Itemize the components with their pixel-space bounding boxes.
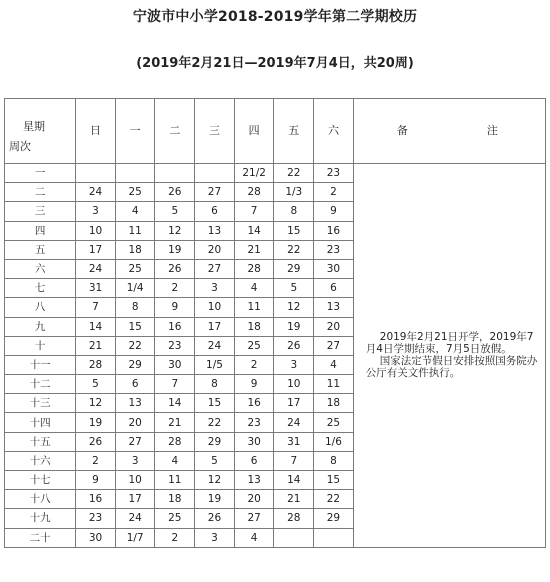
header-weekday-label: 星期 xyxy=(23,120,45,133)
school-calendar-table xyxy=(4,98,546,548)
date-cell: 5 xyxy=(155,202,195,221)
week-number-cell: 十八 xyxy=(5,490,76,509)
date-cell: 23 xyxy=(76,509,116,528)
header-remark: 备 注 xyxy=(353,99,545,164)
week-number-cell: 十 xyxy=(5,336,76,355)
date-cell: 14 xyxy=(234,221,274,240)
date-cell: 26 xyxy=(274,336,314,355)
date-cell: 3 xyxy=(195,279,235,298)
date-cell: 15 xyxy=(195,394,235,413)
date-cell: 9 xyxy=(155,298,195,317)
date-cell: 2 xyxy=(155,279,195,298)
table-header-row xyxy=(5,99,546,164)
date-cell: 6 xyxy=(234,451,274,470)
date-cell: 29 xyxy=(274,259,314,278)
date-cell: 20 xyxy=(115,413,155,432)
date-cell xyxy=(115,164,155,183)
date-cell: 19 xyxy=(274,317,314,336)
date-cell: 30 xyxy=(314,259,354,278)
header-day-fri: 五 xyxy=(274,99,314,164)
header-week-label: 周次 xyxy=(9,140,31,153)
date-cell: 3 xyxy=(115,451,155,470)
week-number-cell: 十五 xyxy=(5,432,76,451)
date-cell: 5 xyxy=(195,451,235,470)
week-number-cell: 三 xyxy=(5,202,76,221)
date-cell: 8 xyxy=(195,375,235,394)
date-cell: 28 xyxy=(76,355,116,374)
date-cell: 28 xyxy=(234,259,274,278)
week-number-cell: 十六 xyxy=(5,451,76,470)
date-cell: 5 xyxy=(76,375,116,394)
date-cell: 23 xyxy=(155,336,195,355)
date-cell: 27 xyxy=(115,432,155,451)
header-day-wed: 三 xyxy=(195,99,235,164)
date-cell: 19 xyxy=(155,240,195,259)
date-cell: 22 xyxy=(115,336,155,355)
date-cell: 2 xyxy=(155,528,195,547)
date-cell: 7 xyxy=(76,298,116,317)
week-number-cell: 十九 xyxy=(5,509,76,528)
date-cell: 8 xyxy=(115,298,155,317)
date-cell: 4 xyxy=(155,451,195,470)
date-cell: 27 xyxy=(195,259,235,278)
date-cell: 8 xyxy=(314,451,354,470)
date-cell: 24 xyxy=(195,336,235,355)
date-cell xyxy=(314,528,354,547)
date-cell: 20 xyxy=(195,240,235,259)
date-cell: 12 xyxy=(155,221,195,240)
date-cell: 10 xyxy=(274,375,314,394)
date-cell: 26 xyxy=(155,259,195,278)
date-cell: 22 xyxy=(314,490,354,509)
week-number-cell: 十二 xyxy=(5,375,76,394)
date-cell: 15 xyxy=(274,221,314,240)
date-cell: 21 xyxy=(76,336,116,355)
header-day-sun: 日 xyxy=(76,99,116,164)
date-cell: 10 xyxy=(76,221,116,240)
header-corner-cell xyxy=(5,99,76,164)
week-number-cell: 九 xyxy=(5,317,76,336)
date-cell: 24 xyxy=(76,183,116,202)
date-cell: 6 xyxy=(314,279,354,298)
date-cell: 13 xyxy=(314,298,354,317)
date-cell: 30 xyxy=(155,355,195,374)
date-cell: 1/4 xyxy=(115,279,155,298)
week-number-cell: 十四 xyxy=(5,413,76,432)
date-cell: 26 xyxy=(155,183,195,202)
week-number-cell: 五 xyxy=(5,240,76,259)
date-cell: 7 xyxy=(234,202,274,221)
date-cell xyxy=(76,164,116,183)
date-cell: 25 xyxy=(234,336,274,355)
date-cell: 10 xyxy=(115,471,155,490)
date-cell: 17 xyxy=(76,240,116,259)
date-cell: 3 xyxy=(195,528,235,547)
date-cell: 29 xyxy=(115,355,155,374)
date-cell xyxy=(155,164,195,183)
date-cell: 11 xyxy=(115,221,155,240)
date-cell: 2 xyxy=(76,451,116,470)
date-cell: 9 xyxy=(76,471,116,490)
date-cell: 9 xyxy=(314,202,354,221)
date-cell: 30 xyxy=(76,528,116,547)
date-cell: 25 xyxy=(115,183,155,202)
date-cell: 3 xyxy=(76,202,116,221)
date-cell: 5 xyxy=(274,279,314,298)
date-cell: 19 xyxy=(76,413,116,432)
date-cell: 7 xyxy=(155,375,195,394)
date-cell: 25 xyxy=(115,259,155,278)
date-cell: 23 xyxy=(314,240,354,259)
date-cell: 16 xyxy=(314,221,354,240)
date-cell: 28 xyxy=(274,509,314,528)
week-number-cell: 十三 xyxy=(5,394,76,413)
date-cell: 22 xyxy=(195,413,235,432)
week-number-cell: 一 xyxy=(5,164,76,183)
date-cell: 17 xyxy=(115,490,155,509)
header-day-mon: 一 xyxy=(115,99,155,164)
date-cell: 18 xyxy=(115,240,155,259)
date-cell: 30 xyxy=(234,432,274,451)
date-cell: 31 xyxy=(76,279,116,298)
date-cell: 4 xyxy=(234,528,274,547)
date-cell: 21 xyxy=(274,490,314,509)
date-cell: 16 xyxy=(76,490,116,509)
date-cell: 2 xyxy=(314,183,354,202)
date-cell: 1/7 xyxy=(115,528,155,547)
date-cell: 11 xyxy=(234,298,274,317)
date-cell: 12 xyxy=(76,394,116,413)
week-number-cell: 四 xyxy=(5,221,76,240)
date-cell: 12 xyxy=(195,471,235,490)
date-cell: 18 xyxy=(155,490,195,509)
date-cell: 17 xyxy=(274,394,314,413)
date-cell: 12 xyxy=(274,298,314,317)
date-cell: 1/5 xyxy=(195,355,235,374)
date-cell: 17 xyxy=(195,317,235,336)
date-cell: 16 xyxy=(234,394,274,413)
date-cell: 26 xyxy=(76,432,116,451)
date-cell: 7 xyxy=(274,451,314,470)
date-cell: 1/6 xyxy=(314,432,354,451)
date-cell: 24 xyxy=(274,413,314,432)
date-cell: 13 xyxy=(115,394,155,413)
date-cell: 29 xyxy=(195,432,235,451)
date-cell: 8 xyxy=(274,202,314,221)
date-cell: 21 xyxy=(234,240,274,259)
date-cell: 23 xyxy=(234,413,274,432)
date-cell: 11 xyxy=(314,375,354,394)
date-cell: 31 xyxy=(274,432,314,451)
page-subtitle: (2019年2月21日—2019年7月4日，共20周) xyxy=(136,56,414,71)
date-cell: 15 xyxy=(314,471,354,490)
date-cell: 4 xyxy=(234,279,274,298)
remark-paragraph: 2019年2月21日开学，2019年7月4日学期结束，7月5日放假。 xyxy=(365,331,534,356)
date-cell: 20 xyxy=(314,317,354,336)
date-cell: 16 xyxy=(155,317,195,336)
date-cell xyxy=(195,164,235,183)
header-day-thu: 四 xyxy=(234,99,274,164)
date-cell: 22 xyxy=(274,164,314,183)
week-number-cell: 二 xyxy=(5,183,76,202)
week-number-cell: 八 xyxy=(5,298,76,317)
remark-cell xyxy=(353,164,545,548)
date-cell: 14 xyxy=(274,471,314,490)
date-cell: 6 xyxy=(115,375,155,394)
date-cell xyxy=(274,528,314,547)
date-cell: 27 xyxy=(234,509,274,528)
date-cell: 6 xyxy=(195,202,235,221)
date-cell: 27 xyxy=(314,336,354,355)
week-number-cell: 六 xyxy=(5,259,76,278)
date-cell: 4 xyxy=(115,202,155,221)
date-cell: 21/2 xyxy=(234,164,274,183)
date-cell: 9 xyxy=(234,375,274,394)
week-number-cell: 二十 xyxy=(5,528,76,547)
week-number-cell: 十一 xyxy=(5,355,76,374)
date-cell: 22 xyxy=(274,240,314,259)
date-cell: 18 xyxy=(234,317,274,336)
date-cell: 13 xyxy=(195,221,235,240)
date-cell: 25 xyxy=(314,413,354,432)
date-cell: 13 xyxy=(234,471,274,490)
date-cell: 29 xyxy=(314,509,354,528)
date-cell: 25 xyxy=(155,509,195,528)
date-cell: 24 xyxy=(115,509,155,528)
date-cell: 14 xyxy=(76,317,116,336)
date-cell: 24 xyxy=(76,259,116,278)
date-cell: 28 xyxy=(234,183,274,202)
date-cell: 26 xyxy=(195,509,235,528)
date-cell: 23 xyxy=(314,164,354,183)
remark-paragraph: 国家法定节假日安排按照国务院办公厅有关文件执行。 xyxy=(365,355,538,380)
week-number-cell: 十七 xyxy=(5,471,76,490)
date-cell: 21 xyxy=(155,413,195,432)
page-title: 宁波市中小学2018-2019学年第二学期校历 xyxy=(132,9,418,25)
date-cell: 15 xyxy=(115,317,155,336)
date-cell: 20 xyxy=(234,490,274,509)
date-cell: 2 xyxy=(234,355,274,374)
date-cell: 10 xyxy=(195,298,235,317)
week-number-cell: 七 xyxy=(5,279,76,298)
date-cell: 27 xyxy=(195,183,235,202)
table-row xyxy=(5,164,546,183)
date-cell: 14 xyxy=(155,394,195,413)
date-cell: 3 xyxy=(274,355,314,374)
header-day-tue: 二 xyxy=(155,99,195,164)
date-cell: 4 xyxy=(314,355,354,374)
date-cell: 19 xyxy=(195,490,235,509)
date-cell: 28 xyxy=(155,432,195,451)
header-day-sat: 六 xyxy=(314,99,354,164)
date-cell: 18 xyxy=(314,394,354,413)
date-cell: 11 xyxy=(155,471,195,490)
date-cell: 1/3 xyxy=(274,183,314,202)
